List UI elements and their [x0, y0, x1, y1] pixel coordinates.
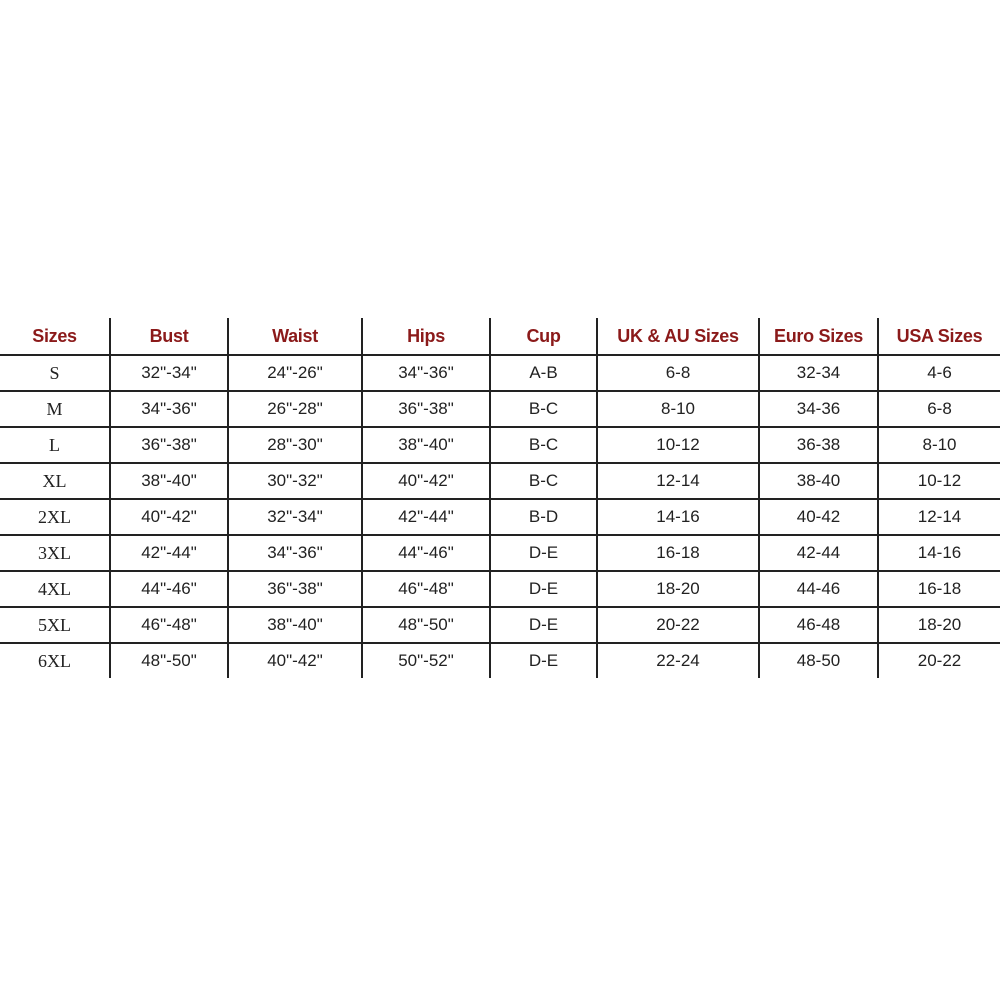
bust-cell: 44"-46" [110, 571, 228, 607]
cup-cell: D-E [490, 643, 597, 678]
header-hips: Hips [362, 318, 490, 355]
header-sizes: Sizes [0, 318, 110, 355]
uk-au-cell: 14-16 [597, 499, 759, 535]
bust-cell: 40"-42" [110, 499, 228, 535]
bust-cell: 36"-38" [110, 427, 228, 463]
bust-cell: 42"-44" [110, 535, 228, 571]
hips-cell: 34"-36" [362, 355, 490, 391]
table-row [0, 355, 1000, 391]
cup-cell: B-C [490, 463, 597, 499]
table-row [0, 463, 1000, 499]
hips-cell: 48"-50" [362, 607, 490, 643]
hips-cell: 46"-48" [362, 571, 490, 607]
hips-cell: 42"-44" [362, 499, 490, 535]
uk-au-cell: 6-8 [597, 355, 759, 391]
cup-cell: A-B [490, 355, 597, 391]
usa-cell: 10-12 [878, 463, 1000, 499]
uk-au-cell: 20-22 [597, 607, 759, 643]
table-row [0, 535, 1000, 571]
header-waist: Waist [228, 318, 362, 355]
usa-cell: 12-14 [878, 499, 1000, 535]
size-cell: S [0, 355, 110, 391]
cup-cell: D-E [490, 571, 597, 607]
waist-cell: 38"-40" [228, 607, 362, 643]
waist-cell: 28"-30" [228, 427, 362, 463]
usa-cell: 16-18 [878, 571, 1000, 607]
bust-cell: 38"-40" [110, 463, 228, 499]
bust-cell: 32"-34" [110, 355, 228, 391]
euro-cell: 36-38 [759, 427, 878, 463]
hips-cell: 40"-42" [362, 463, 490, 499]
size-cell: M [0, 391, 110, 427]
cup-cell: D-E [490, 607, 597, 643]
table-row [0, 571, 1000, 607]
usa-cell: 4-6 [878, 355, 1000, 391]
cup-cell: D-E [490, 535, 597, 571]
table-row [0, 391, 1000, 427]
euro-cell: 42-44 [759, 535, 878, 571]
usa-cell: 18-20 [878, 607, 1000, 643]
size-cell: 6XL [38, 650, 71, 671]
waist-cell: 36"-38" [228, 571, 362, 607]
header-bust: Bust [110, 318, 228, 355]
waist-cell: 32"-34" [228, 499, 362, 535]
header-row [0, 318, 1000, 355]
size-chart [0, 318, 1000, 678]
usa-cell: 20-22 [878, 643, 1000, 678]
euro-cell: 48-50 [759, 643, 878, 678]
bust-cell: 46"-48" [110, 607, 228, 643]
cup-cell: B-D [490, 499, 597, 535]
hips-cell: 36"-38" [362, 391, 490, 427]
cup-cell: B-C [490, 391, 597, 427]
header-usa-sizes: USA Sizes [878, 318, 1000, 355]
euro-cell: 46-48 [759, 607, 878, 643]
header-euro-sizes: Euro Sizes [759, 318, 878, 355]
uk-au-cell: 18-20 [597, 571, 759, 607]
cup-cell: B-C [490, 427, 597, 463]
uk-au-cell: 16-18 [597, 535, 759, 571]
hips-cell: 38"-40" [362, 427, 490, 463]
uk-au-cell: 22-24 [597, 643, 759, 678]
table-row [0, 607, 1000, 643]
header-uk-au-sizes: UK & AU Sizes [597, 318, 759, 355]
usa-cell: 14-16 [878, 535, 1000, 571]
size-cell: 4XL [0, 571, 110, 607]
table-row [0, 499, 1000, 535]
bust-cell: 48"-50" [110, 643, 228, 678]
euro-cell: 34-36 [759, 391, 878, 427]
uk-au-cell: 12-14 [597, 463, 759, 499]
euro-cell: 40-42 [759, 499, 878, 535]
hips-cell: 44"-46" [362, 535, 490, 571]
size-cell: 5XL [0, 607, 110, 643]
size-cell: L [0, 427, 110, 463]
waist-cell: 30"-32" [228, 463, 362, 499]
waist-cell: 24"-26" [228, 355, 362, 391]
header-cup: Cup [490, 318, 597, 355]
uk-au-cell: 8-10 [597, 391, 759, 427]
table-row [0, 643, 1000, 678]
waist-cell: 40"-42" [228, 643, 362, 678]
hips-cell: 50"-52" [362, 643, 490, 678]
waist-cell: 34"-36" [228, 535, 362, 571]
size-cell: 3XL [0, 535, 110, 571]
waist-cell: 26"-28" [228, 391, 362, 427]
uk-au-cell: 10-12 [597, 427, 759, 463]
size-chart-table [0, 318, 1000, 678]
size-cell: XL [0, 463, 110, 499]
size-cell: 2XL [0, 499, 110, 535]
usa-cell: 6-8 [878, 391, 1000, 427]
table-row [0, 427, 1000, 463]
euro-cell: 44-46 [759, 571, 878, 607]
euro-cell: 32-34 [759, 355, 878, 391]
euro-cell: 38-40 [759, 463, 878, 499]
usa-cell: 8-10 [878, 427, 1000, 463]
bust-cell: 34"-36" [110, 391, 228, 427]
